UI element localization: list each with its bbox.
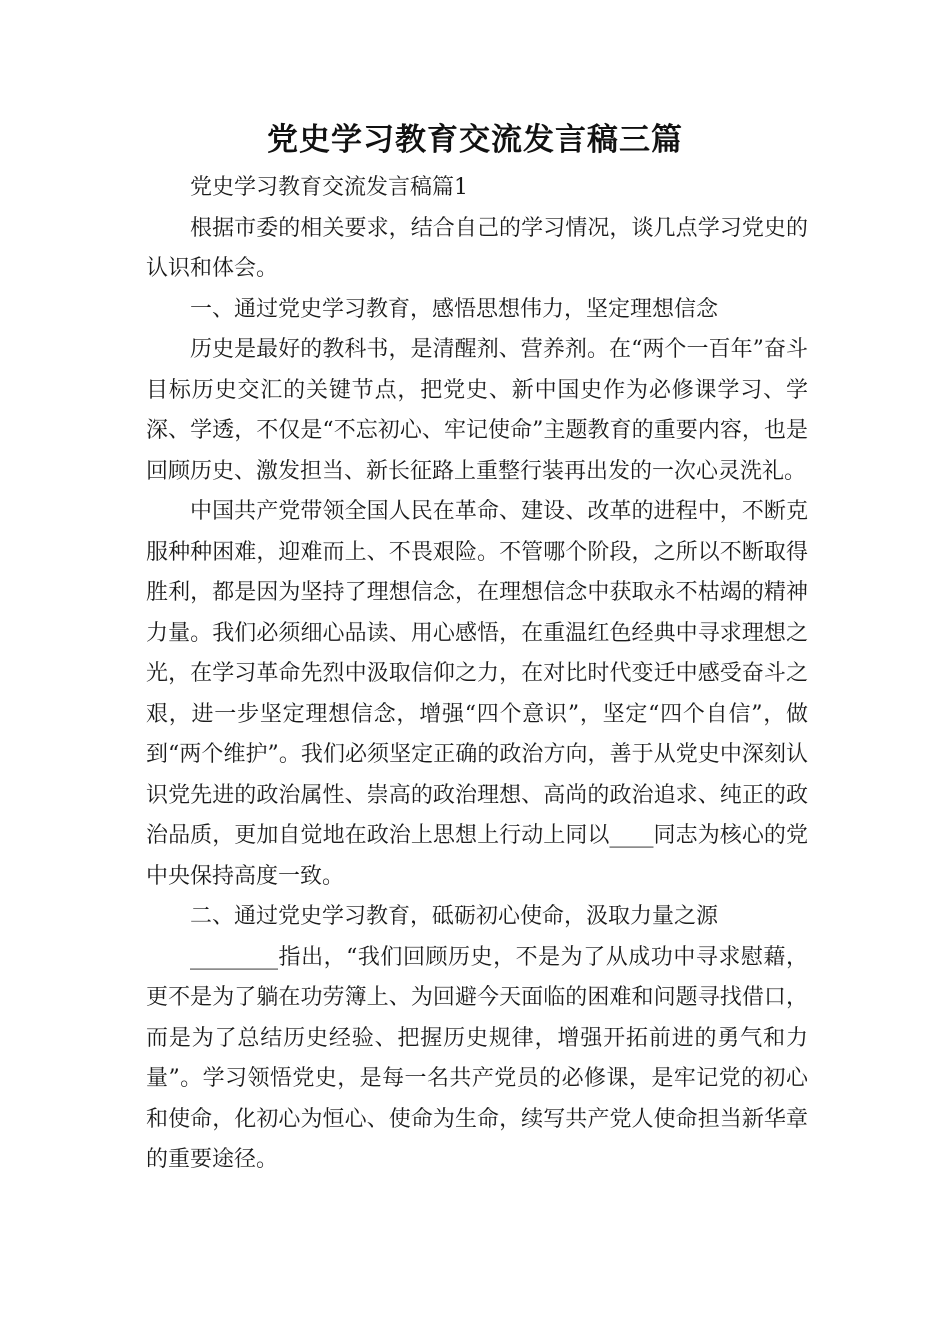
paragraph: ________指出，“我们回顾历史，不是为了从成功中寻求慰藉，更不是为了躺在功劳簿上、为回避今天面临的困难和问题寻找借口，而是为了总结历史经验、把握历史规律，增强开拓前进的勇气和力量”。学习领悟党史，是每一名共产党员的必修课，是牢记党的初心和使命，化初心为恒心、使命为生命，续写共产党人使命担当新华章的重要途径。 [146,944,808,1172]
section-heading: 一、通过党史学习教育，感悟思想伟力，坚定理想信念 [190,296,719,322]
paragraph: 根据市委的相关要求，结合自己的学习情况，谈几点学习党史的认识和体会。 [146,215,808,281]
section-heading: 党史学习教育交流发言稿篇1 [190,175,468,200]
section-heading: 二、通过党史学习教育，砥砺初心使命，汲取力量之源 [190,904,719,929]
paragraph: 历史是最好的教科书，是清醒剂、营养剂。在“两个一百年”奋斗目标历史交汇的关键节点，把党史、新中国史作为必修课学习、学深、学透，不仅是“不忘初心、牢记使命”主题教育的重要内容，也是回顾历史、激发担当、新长征路上重整行装再出发的一次心灵洗礼。 [146,337,808,484]
paragraph: 中国共产党带领全国人民在革命、建设、改革的进程中，不断克服种种困难，迎难而上、不畏艰险。不管哪个阶段，之所以不断取得胜利，都是因为坚持了理想信念，在理想信念中获取永不枯竭的精神力量。我们必须细心品读、用心感悟，在重温红色经典中寻求理想之光，在学习革命先烈中汲取信仰之力，在对比时代变迁中感受奋斗之艰，进一步坚定理想信念，增强“四个意识”，坚定“四个自信”，做到“两个维护”。我们必须坚定正确的政治方向，善于从党史中深刻认识党先进的政治属性、崇高的政治理想、高尚的政治追求、纯正的政治品质，更加自觉地在政治上思想上行动上同以____同志为核心的党中央保持高度一致。 [146,499,808,889]
document-title: 党史学习教育交流发言稿三篇 [267,122,683,158]
document-body [146,168,808,1181]
